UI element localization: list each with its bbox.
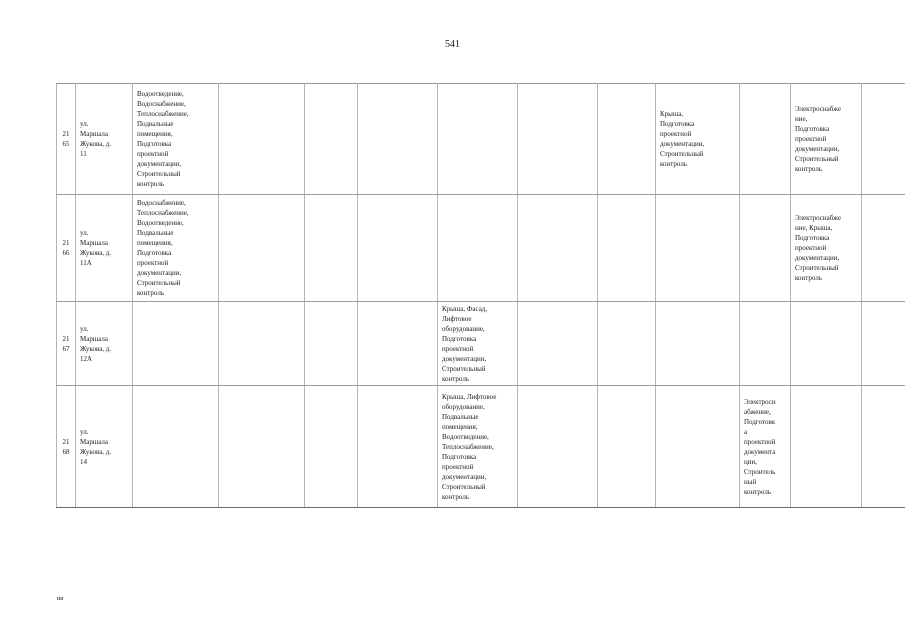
works-cell: Водоснабжение, Теплоснабжение, Водоотведение, Подвальные помещения, Подготовка проектной документации, Строительный контроль xyxy=(133,195,219,302)
works-cell xyxy=(862,195,905,302)
works-cell xyxy=(862,386,905,508)
works-cell xyxy=(219,302,305,386)
works-cell xyxy=(219,84,305,195)
address-cell: ул. Маршала Жукова, д. 12А xyxy=(76,302,133,386)
works-cell xyxy=(598,302,656,386)
works-cell xyxy=(358,302,438,386)
address-cell: ул. Маршала Жукова, д. 11А xyxy=(76,195,133,302)
works-cell: Электросн абжение, Подготовк а проектной документа ции, Строитель ный контроль xyxy=(740,386,791,508)
works-cell xyxy=(518,302,598,386)
address-cell: ул. Маршала Жукова, д. 14 xyxy=(76,386,133,508)
table-row xyxy=(57,195,905,302)
works-cell xyxy=(438,195,518,302)
works-cell xyxy=(740,84,791,195)
works-cell xyxy=(358,195,438,302)
works-cell xyxy=(598,195,656,302)
works-cell xyxy=(518,195,598,302)
works-cell xyxy=(656,386,740,508)
works-cell xyxy=(598,84,656,195)
works-cell xyxy=(791,386,862,508)
works-cell: Крыша, Подготовка проектной документации, Строительный контроль xyxy=(656,84,740,195)
works-cell: Электроснабже ние, Крыша, Подготовка проектной документации, Строительный контроль xyxy=(791,195,862,302)
works-cell xyxy=(598,386,656,508)
works-cell: Водоотведение, Водоснабжение, Теплоснабжение, Подвальные помещения, Подготовка проектной документации, Строительный контроль xyxy=(133,84,219,195)
address-cell: ул. Маршала Жукова, д. 11 xyxy=(76,84,133,195)
works-cell xyxy=(358,386,438,508)
works-cell xyxy=(133,386,219,508)
works-cell xyxy=(219,386,305,508)
table-row xyxy=(57,84,905,195)
row-number-cell: 21 68 xyxy=(57,386,76,508)
works-cell xyxy=(518,386,598,508)
works-cell xyxy=(438,84,518,195)
row-number-cell: 21 67 xyxy=(57,302,76,386)
works-cell xyxy=(656,195,740,302)
works-cell: Крыша, Лифтовое оборудование, Подвальные помещения, Водоотведение, Теплоснабжение, Подготовка проектной документации, Строительный контроль xyxy=(438,386,518,508)
row-number-cell: 21 65 xyxy=(57,84,76,195)
table-body xyxy=(57,84,905,508)
works-cell xyxy=(656,302,740,386)
works-cell xyxy=(305,84,358,195)
works-cell xyxy=(219,195,305,302)
footer-mark: ии xyxy=(57,596,64,602)
table-row xyxy=(57,302,905,386)
works-cell xyxy=(305,195,358,302)
works-cell xyxy=(740,302,791,386)
row-number-cell: 21 66 xyxy=(57,195,76,302)
works-cell: Крыша, Фасад, Лифтовое оборудование, Подготовка проектной документации, Строительный контроль xyxy=(438,302,518,386)
works-cell xyxy=(862,302,905,386)
works-cell xyxy=(740,195,791,302)
works-cell xyxy=(133,302,219,386)
works-cell xyxy=(862,84,905,195)
page-number: 541 xyxy=(445,39,460,50)
works-cell xyxy=(305,302,358,386)
works-cell xyxy=(358,84,438,195)
works-cell xyxy=(791,302,862,386)
table-row xyxy=(57,386,905,508)
repair-schedule-table xyxy=(56,83,905,508)
works-cell xyxy=(518,84,598,195)
works-cell xyxy=(305,386,358,508)
works-cell: Электроснабже ние, Подготовка проектной документации, Строительный контроль xyxy=(791,84,862,195)
